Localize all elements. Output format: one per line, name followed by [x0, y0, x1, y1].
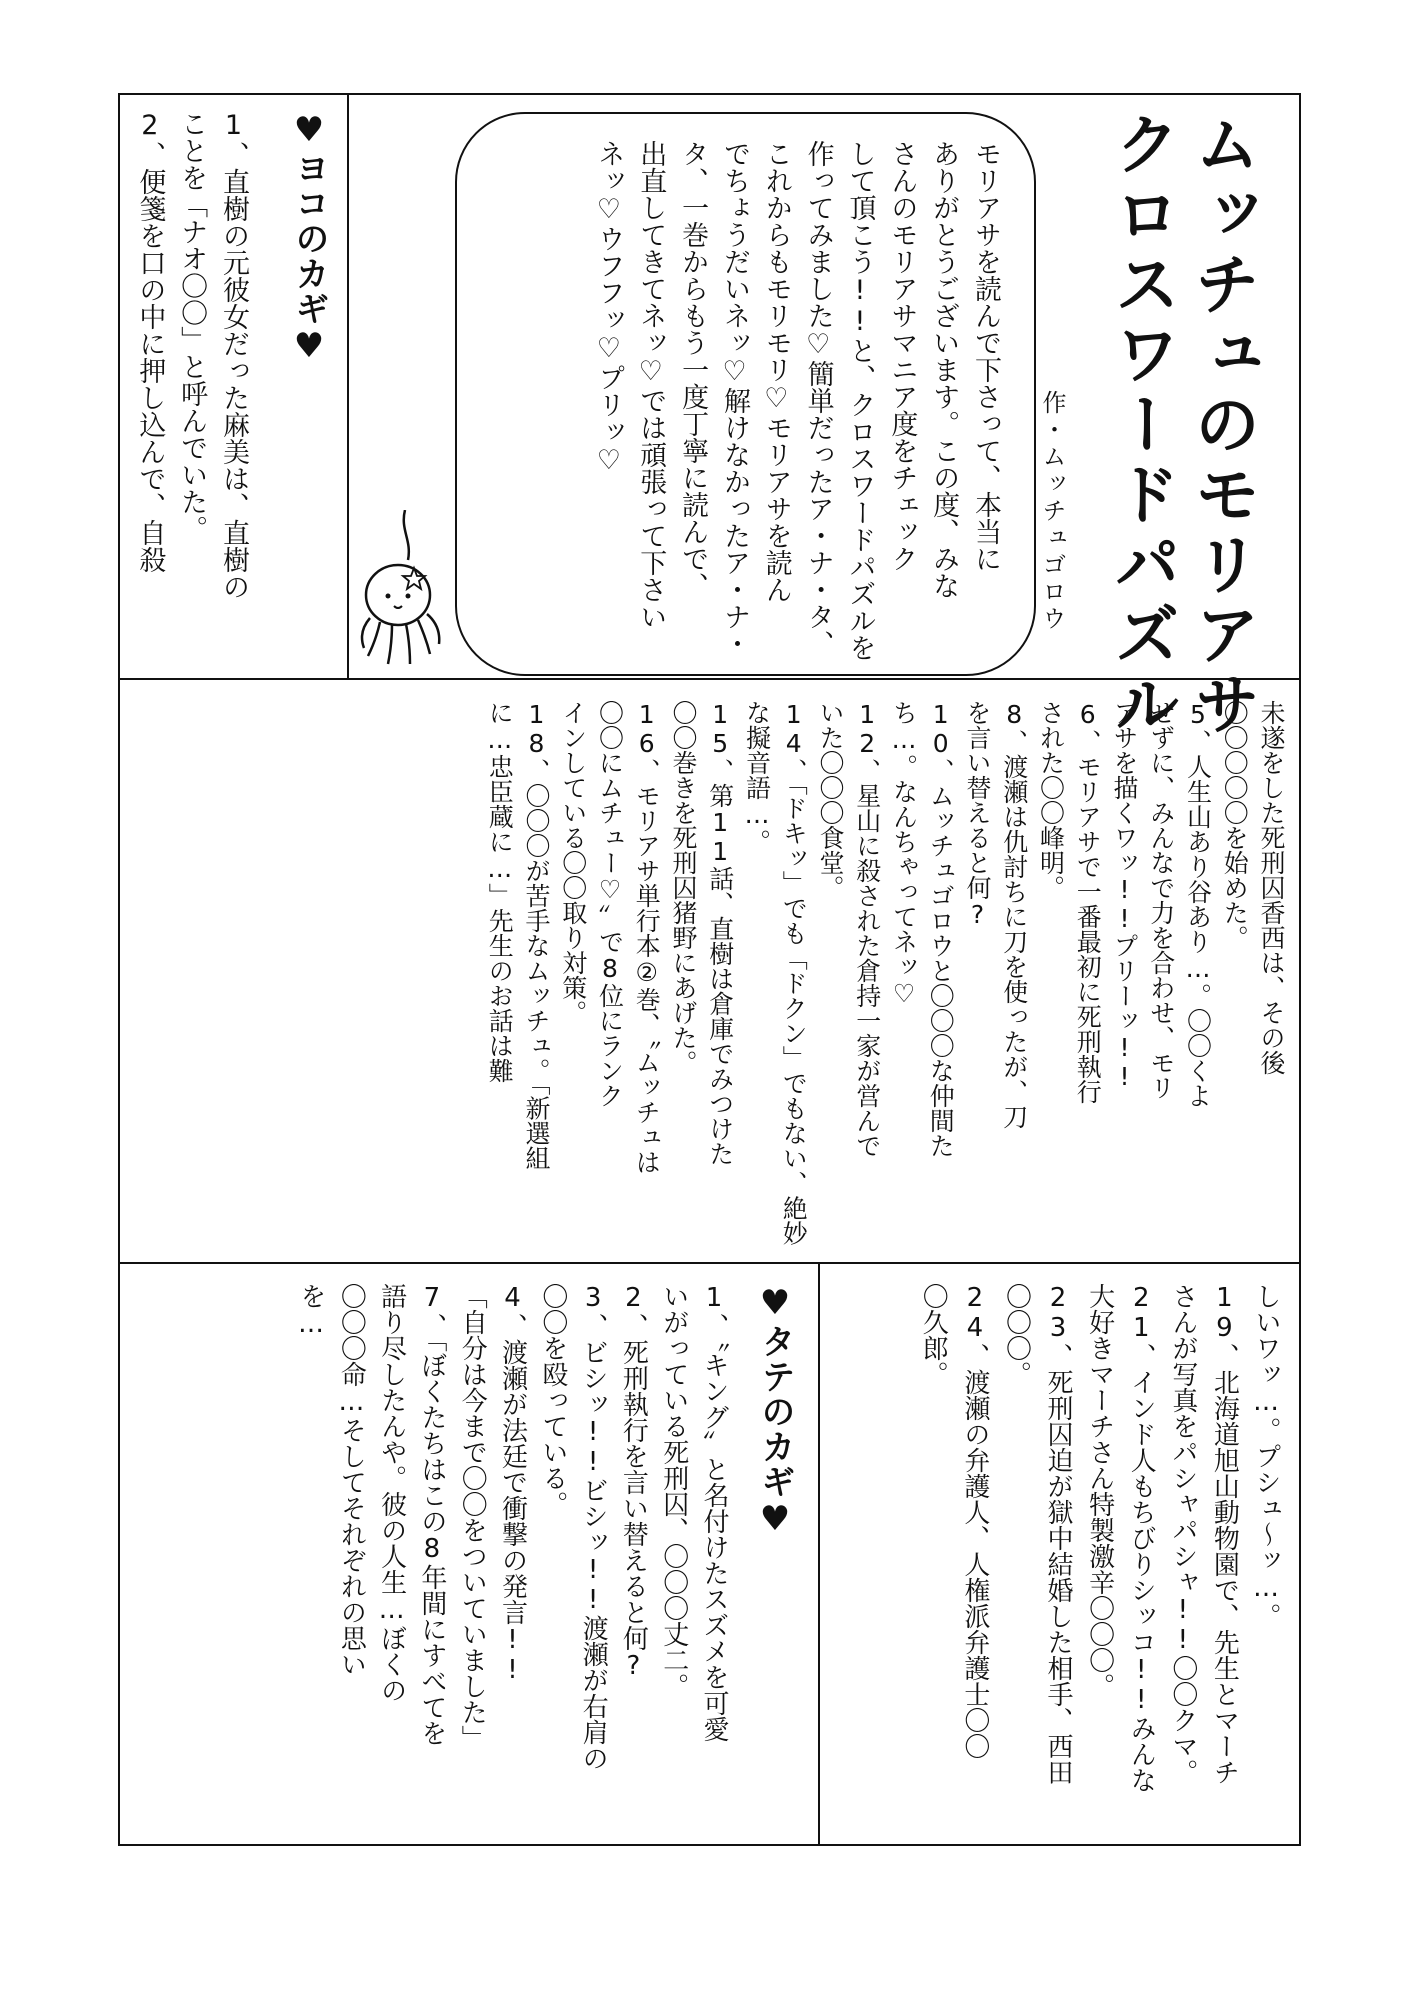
intro-line: 出直してきてネッ♡では頑張って下さい — [635, 140, 667, 630]
clue-line: 7、「ぼくたちはこの8年間にすべてを — [416, 1283, 447, 1746]
clue-line: された〇〇峰明。 — [1036, 700, 1066, 900]
octopus-mascot-icon — [350, 510, 460, 670]
divider-bottom-vertical — [818, 1262, 820, 1846]
heart-icon: ♥ — [755, 1499, 795, 1540]
clue-line: しいワッ…。プシュ〜ッ…。 — [1251, 1283, 1281, 1629]
clue-line: 1、〝キング〟と名付けたスズメを可愛 — [699, 1283, 729, 1742]
clue-line: 21、インド人もちびりシッコ!!みんな — [1126, 1283, 1157, 1793]
clue-line: インしている〇〇取り対策。 — [558, 700, 588, 1025]
clue-line: 1、直樹の元彼女だった麻美は、直樹の — [218, 110, 249, 600]
clue-line: いがっている死刑囚、〇〇〇丈二。 — [658, 1283, 689, 1699]
clue-line: いた〇〇〇食堂。 — [816, 700, 845, 900]
heart-icon: ♥ — [289, 326, 329, 367]
intro-line: 作ってみました♡簡単だったア・ナ・タ、 — [802, 140, 834, 657]
intro-line: さんのモリアサマニア度をチェック — [886, 140, 918, 572]
yoko-clues-middle — [481, 700, 1290, 1246]
title-line1: ムッチュのモリアサ — [1183, 110, 1260, 740]
yoko-clues-bottom — [912, 1283, 1286, 1793]
divider-top-vertical — [347, 93, 349, 678]
intro-line: タ、一巻からもう一度丁寧に読んで、 — [677, 140, 709, 599]
intro-line: して頂こう!!と、クロスワードパズルを — [844, 140, 876, 661]
clue-line: 24、渡瀬の弁護人、人権派弁護士〇〇 — [959, 1283, 990, 1759]
clue-line: 〇〇〇。 — [1001, 1283, 1032, 1387]
clue-line: を… — [296, 1283, 327, 1339]
clue-line: 8、渡瀬は仇討ちに刀を使ったが、刀 — [999, 700, 1029, 1129]
clue-line: 14、「ドキッ」でも「ドクン」でもない、絶妙 — [779, 700, 809, 1246]
yoko-clues-top — [128, 110, 254, 600]
clue-line: アサを描くワッ!!プリーッ!! — [1110, 700, 1139, 1091]
tate-heading: ♥タテのカギ♥ — [755, 1283, 795, 1540]
clue-line: 3、ビシッ!!ビシッ!!渡瀬が右肩の — [578, 1283, 609, 1771]
divider-bottom — [118, 1262, 1301, 1264]
clue-line: 〇〇にムチュー♡〟で8位にランク — [595, 700, 625, 1108]
clue-line: 〇〇巻きを死刑囚猪野にあげた。 — [669, 700, 698, 1075]
clue-line: さんが写真をパシャパシャ!!〇〇クマ。 — [1167, 1283, 1198, 1785]
clue-line: 〇〇〇命…そしてそれぞれの思い — [336, 1283, 367, 1677]
clue-line: 15、第11話、直樹は倉庫でみつけた — [705, 700, 735, 1166]
clue-line: 2、便箋を口の中に押し込んで、自殺 — [134, 110, 166, 573]
clue-line: 「自分は今まで〇〇をついていました」 — [457, 1283, 488, 1751]
intro-line: モリアサを読んで下さって、本当に — [970, 140, 1001, 572]
intro-line: ネッ♡ウフフッ♡プリッ♡ — [593, 140, 625, 476]
clue-line: 6、モリアサで一番最初に死刑執行 — [1073, 700, 1103, 1104]
clue-line: 18、〇〇〇が苦手なムッチュ。「新選組 — [522, 700, 551, 1171]
clue-line: 〇久郎。 — [918, 1283, 949, 1387]
tate-clues — [291, 1283, 734, 1771]
clue-line: を言い替えると何? — [963, 700, 992, 929]
clue-line: 〇〇を殴っている。 — [537, 1283, 568, 1517]
clue-line: 19、北海道旭山動物園で、先生とマーチ — [1209, 1283, 1240, 1785]
author: 作・ムッチュゴロウ — [1038, 390, 1066, 633]
title-line2: クロスワードパズル — [1103, 110, 1180, 740]
heart-icon: ♥ — [289, 110, 329, 151]
clue-line: 23、死刑囚迫が獄中結婚した相手、西田 — [1043, 1283, 1074, 1785]
clue-line: 16、モリアサ単行本②巻、〝ムッチュは — [632, 700, 662, 1175]
clue-line: ち…。なんちゃってネッ♡ — [889, 700, 919, 1008]
clue-line: 〇〇〇〇〇を始めた。 — [1220, 700, 1250, 950]
clue-line: 2、死刑執行を言い替えると何? — [618, 1283, 649, 1681]
intro-line: ありがとうございます。この度、みな — [928, 140, 960, 599]
clue-line: 10、ムッチュゴロウと〇〇〇な仲間た — [926, 700, 956, 1158]
clue-line: 4、渡瀬が法廷で衝撃の発言!! — [497, 1283, 528, 1685]
clue-line: 大好きマーチさん特製激辛〇〇〇。 — [1084, 1283, 1115, 1699]
intro-text — [588, 140, 1006, 661]
clue-line: な擬音語…。 — [742, 700, 772, 854]
intro-speech-bubble — [455, 112, 1036, 676]
clue-line: 語り尽したんや。彼の人生…ぼくの — [376, 1283, 407, 1703]
clue-line: せずに、みんなで力を合わせ、モリ — [1146, 700, 1176, 1100]
clue-line: 12、星山に殺された倉持一家が営んで — [852, 700, 882, 1158]
heart-icon: ♥ — [755, 1283, 795, 1324]
clue-line: 5、人生山あり谷あり…。〇〇くよ — [1183, 700, 1213, 1108]
clue-line: ことを「ナオ〇〇」と呼んでいた。 — [176, 110, 208, 542]
clue-line: 未遂をした死刑囚香西は、その後 — [1257, 700, 1286, 1075]
clue-line: に…忠臣蔵に…」先生のお話は難 — [485, 700, 515, 1083]
intro-line: でちょうだいネッ♡解けなかったア・ナ・ — [718, 140, 750, 657]
yoko-heading: ♥ヨコのカギ♥ — [289, 110, 329, 367]
intro-line: これからもモリモリ♡モリアサを読ん — [760, 140, 792, 603]
